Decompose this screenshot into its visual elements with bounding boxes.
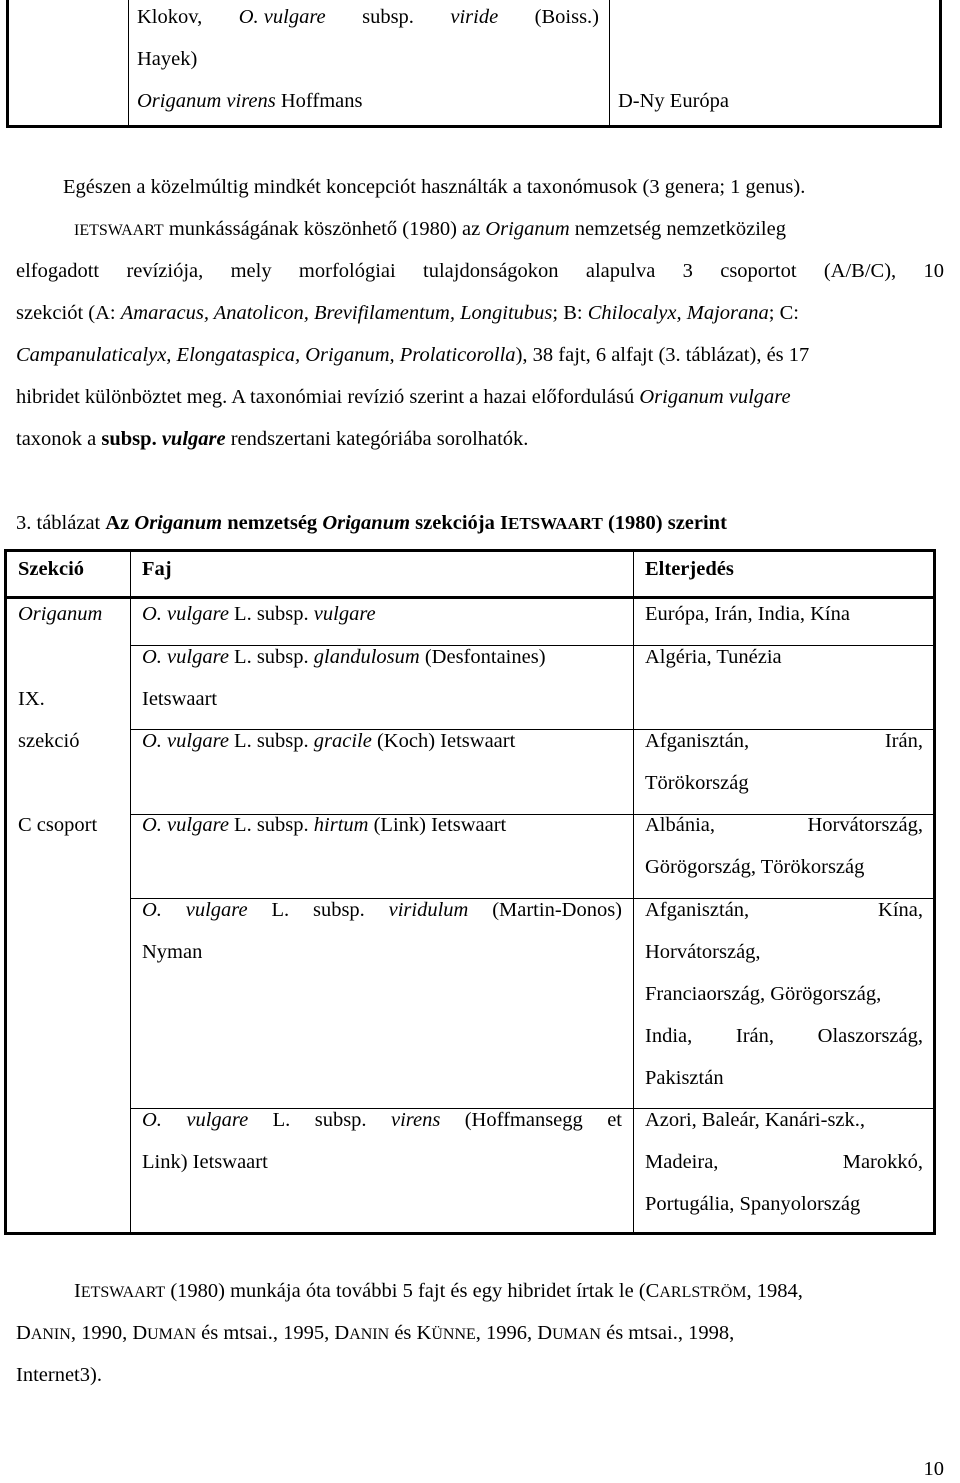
column-divider [633, 552, 634, 1232]
distribution-cell-line2: Törökország [645, 772, 749, 794]
top-table-row2-species: Origanum virens Hoffmans [137, 90, 363, 112]
top-table-row1-line2: Hayek) [137, 48, 198, 70]
distribution-cell: Algéria, Tunézia [645, 646, 782, 668]
section-group: C csoport [18, 814, 98, 836]
top-table-row1-line1: Klokov, O. vulgare subsp. viride (Boiss.) [137, 6, 599, 28]
column-divider [128, 0, 129, 125]
species-cell: O. vulgare L. subsp. gracile (Koch) Ietswaart [142, 730, 516, 752]
species-cell: O. vulgare L. subsp. glandulosum (Desfontaines) [142, 646, 546, 668]
species-cell: O. vulgare L. subsp. vulgare [142, 603, 376, 625]
paragraph1-line6: hibridet különböztet meg. A taxonómiai revízió szerint a hazai előfordulású Origanum vulgare [16, 386, 791, 408]
species-cell-line2: Ietswaart [142, 688, 218, 710]
page-number: 10 [923, 1458, 944, 1480]
paragraph1-line1: Egészen a közelmúltig mindkét koncepciót használták a taxonómusok (3 genera; 1 genus). [63, 176, 806, 198]
paragraph2-line1: IETSWAART (1980) munkája óta további 5 fajt és egy hibridet írtak le (CARLSTRÖM, 1984, [74, 1280, 803, 1302]
distribution-cell-line3: Franciaország, Görögország, [645, 983, 882, 1005]
species-cell: O. vulgare L. subsp. hirtum (Link) Ietswaart [142, 814, 507, 836]
section-name: Origanum [18, 603, 103, 625]
top-table-row2-distribution: D-Ny Európa [618, 90, 730, 112]
species-cell: O. vulgare L. subsp. virens (Hoffmansegg et [142, 1109, 622, 1131]
column-divider [609, 0, 610, 125]
paragraph2-line2: DANIN, 1990, DUMAN és mtsai., 1995, DANIN és KÜNNE, 1996, DUMAN és mtsai., 1998, [16, 1322, 735, 1344]
header-elterjedes: Elterjedés [645, 558, 734, 580]
distribution-cell-line2: Madeira, Marokkó, [645, 1151, 923, 1173]
paragraph1-line2: IETSWAART munkásságának köszönhető (1980) az Origanum nemzetség nemzetközileg [74, 218, 786, 240]
distribution-cell-line2: Horvátország, [645, 941, 761, 963]
column-divider [130, 552, 131, 1232]
section-word: szekció [18, 730, 80, 752]
paragraph1-line4: szekciót (A: Amaracus, Anatolicon, Brevifilamentum, Longitubus; B: Chilocalyx, Majorana; C: [16, 302, 799, 324]
distribution-cell-line4: India, Irán, Olaszország, [645, 1025, 923, 1047]
paragraph1-line5: Campanulaticalyx, Elongataspica, Origanum, Prolaticorolla), 38 fajt, 6 alfajt (3. táblázat), és 17 [16, 344, 810, 366]
distribution-cell-line3: Portugália, Spanyolország [645, 1193, 861, 1215]
distribution-cell: Európa, Irán, India, Kína [645, 603, 850, 625]
distribution-cell: Afganisztán, Kína, [645, 899, 923, 921]
paragraph1-line7: taxonok a subsp. vulgare rendszertani kategóriába sorolhatók. [16, 428, 529, 450]
table-caption: 3. táblázat Az Origanum nemzetség Origanum szekciója IETSWAART (1980) szerint [16, 512, 727, 534]
species-cell-line2: Link) Ietswaart [142, 1151, 268, 1173]
paragraph2-line3: Internet3). [16, 1364, 102, 1386]
distribution-cell: Albánia, Horvátország, [645, 814, 923, 836]
distribution-cell-line2: Görögország, Törökország [645, 856, 865, 878]
section-roman: IX. [18, 688, 45, 710]
species-cell-line2: Nyman [142, 941, 203, 963]
header-faj: Faj [142, 558, 172, 580]
distribution-cell: Afganisztán, Irán, [645, 730, 923, 752]
paragraph1-line3: elfogadott revíziója, mely morfológiai tulajdonságokon alapulva 3 csoportot (A/B/C), 10 [16, 260, 944, 282]
header-divider [7, 596, 933, 599]
distribution-cell: Azori, Baleár, Kanári-szk., [645, 1109, 866, 1131]
species-cell: O. vulgare L. subsp. viridulum (Martin-Donos) [142, 899, 623, 921]
header-szekcio: Szekció [18, 558, 85, 580]
distribution-cell-line5: Pakisztán [645, 1067, 724, 1089]
